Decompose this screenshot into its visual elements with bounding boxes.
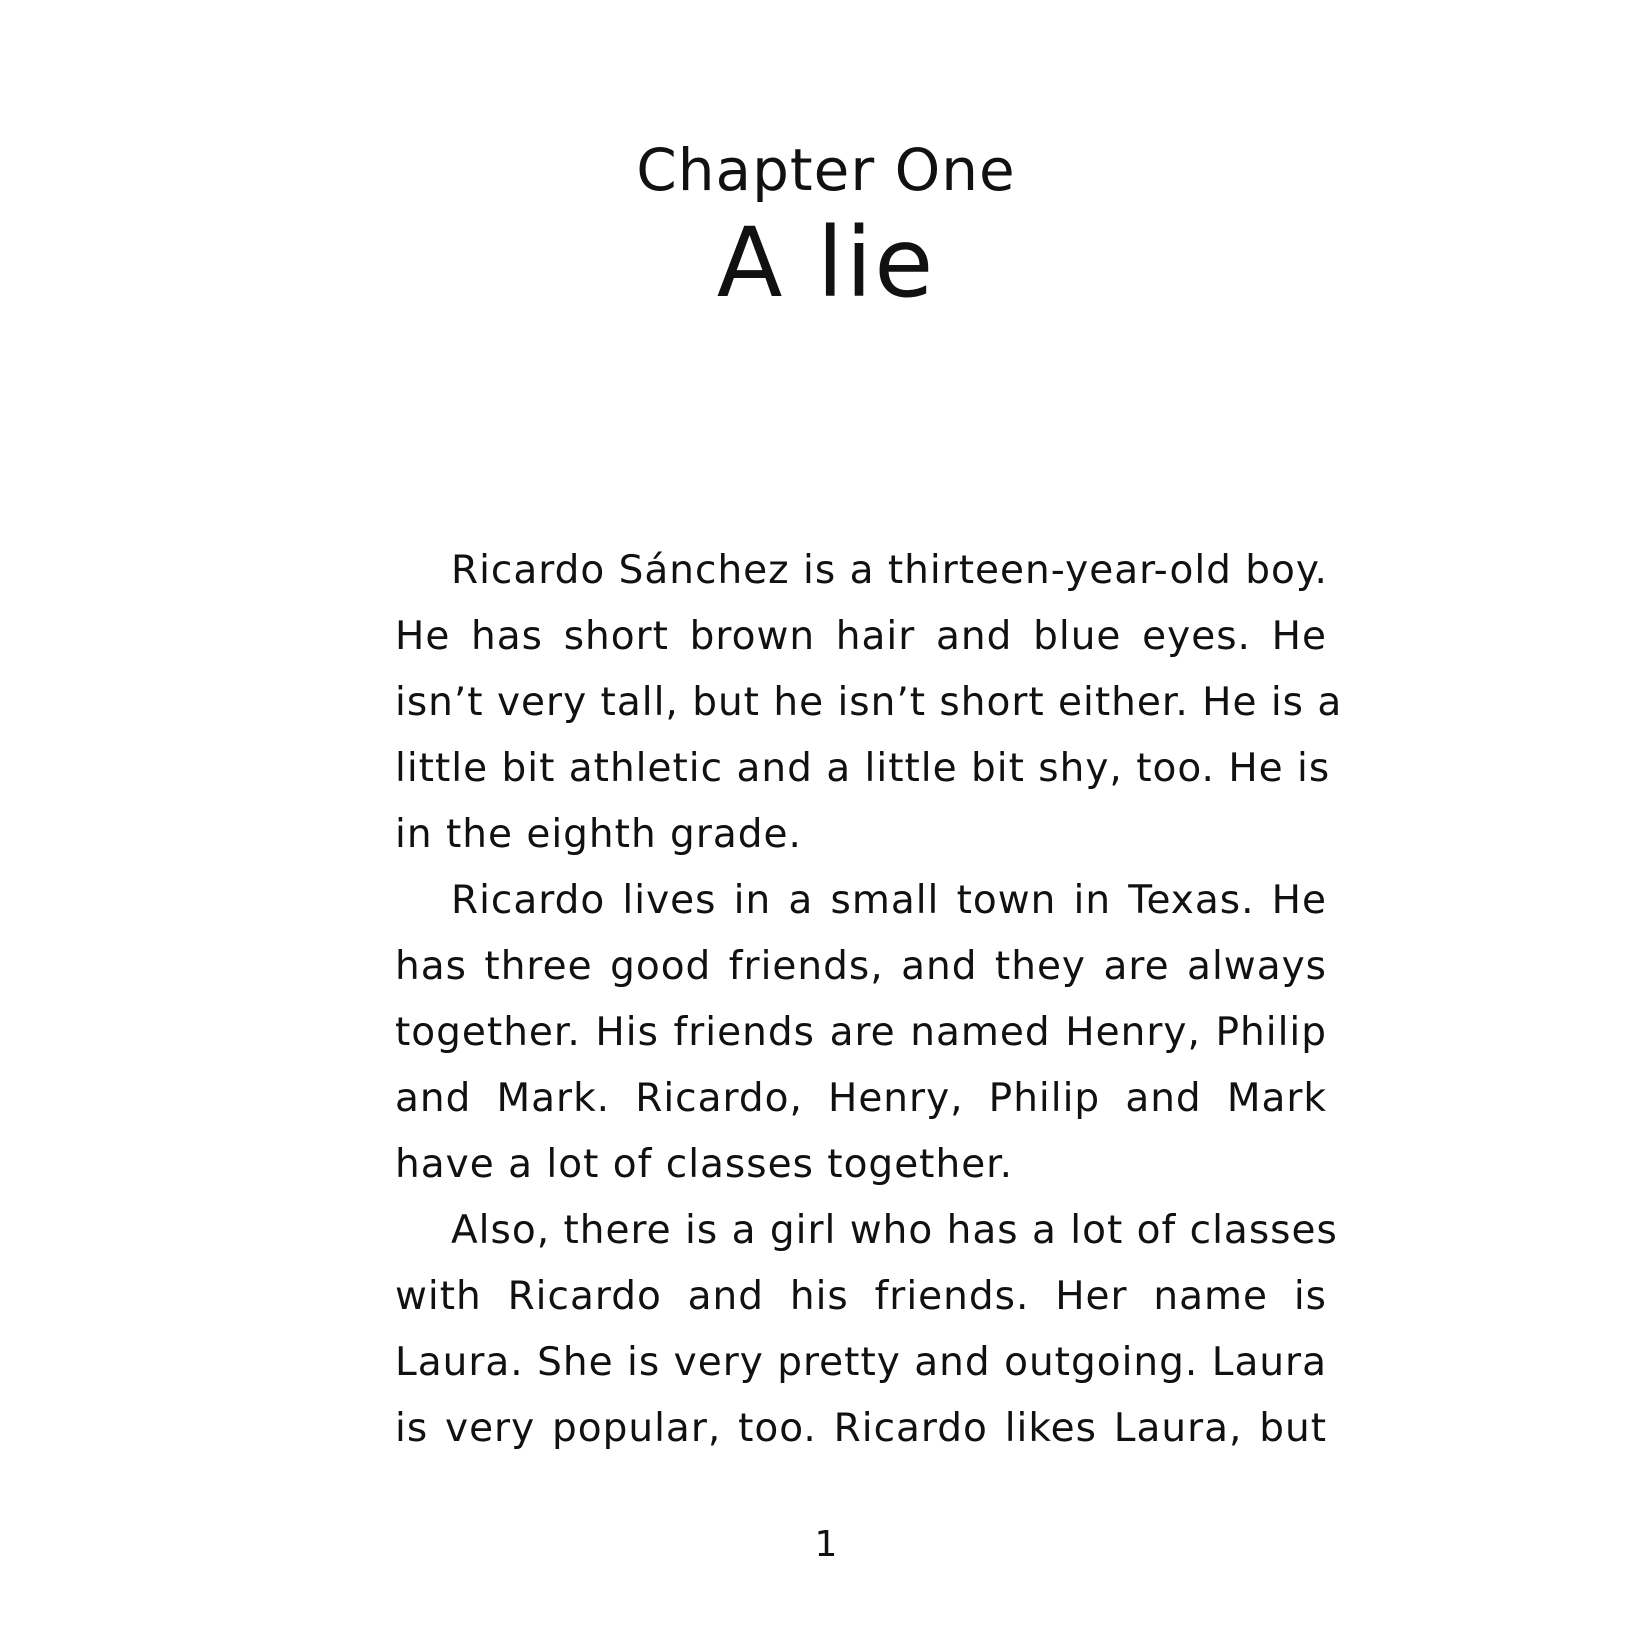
text-line: together. His friends are named Henry, Philip [395, 1010, 1327, 1055]
text-line: Also, there is a girl who has a lot of classes [451, 1208, 1338, 1253]
page-number: 1 [814, 1524, 838, 1565]
text-line: with Ricardo and his friends. Her name is [395, 1274, 1327, 1319]
body-text [395, 538, 1343, 1462]
text-line: has three good friends, and they are always [395, 944, 1327, 989]
text-line: have a lot of classes together. [395, 1142, 1014, 1187]
text-line: Ricardo Sánchez is a thirteen-year-old boy. [451, 548, 1328, 593]
text-line: Laura. She is very pretty and outgoing. Laura [395, 1340, 1327, 1385]
text-line: and Mark. Ricardo, Henry, Philip and Mark [395, 1076, 1327, 1121]
chapter-label: Chapter One [636, 136, 1016, 204]
chapter-title: A lie [716, 207, 936, 319]
text-line: Ricardo lives in a small town in Texas. He [451, 878, 1327, 923]
text-line: little bit athletic and a little bit shy, too. He is [395, 746, 1331, 791]
text-line: in the eighth grade. [395, 812, 802, 857]
text-line: is very popular, too. Ricardo likes Laura, but [395, 1406, 1327, 1451]
text-line: isn’t very tall, but he isn’t short either. He is a [395, 680, 1343, 725]
text-line: He has short brown hair and blue eyes. He [395, 614, 1327, 659]
